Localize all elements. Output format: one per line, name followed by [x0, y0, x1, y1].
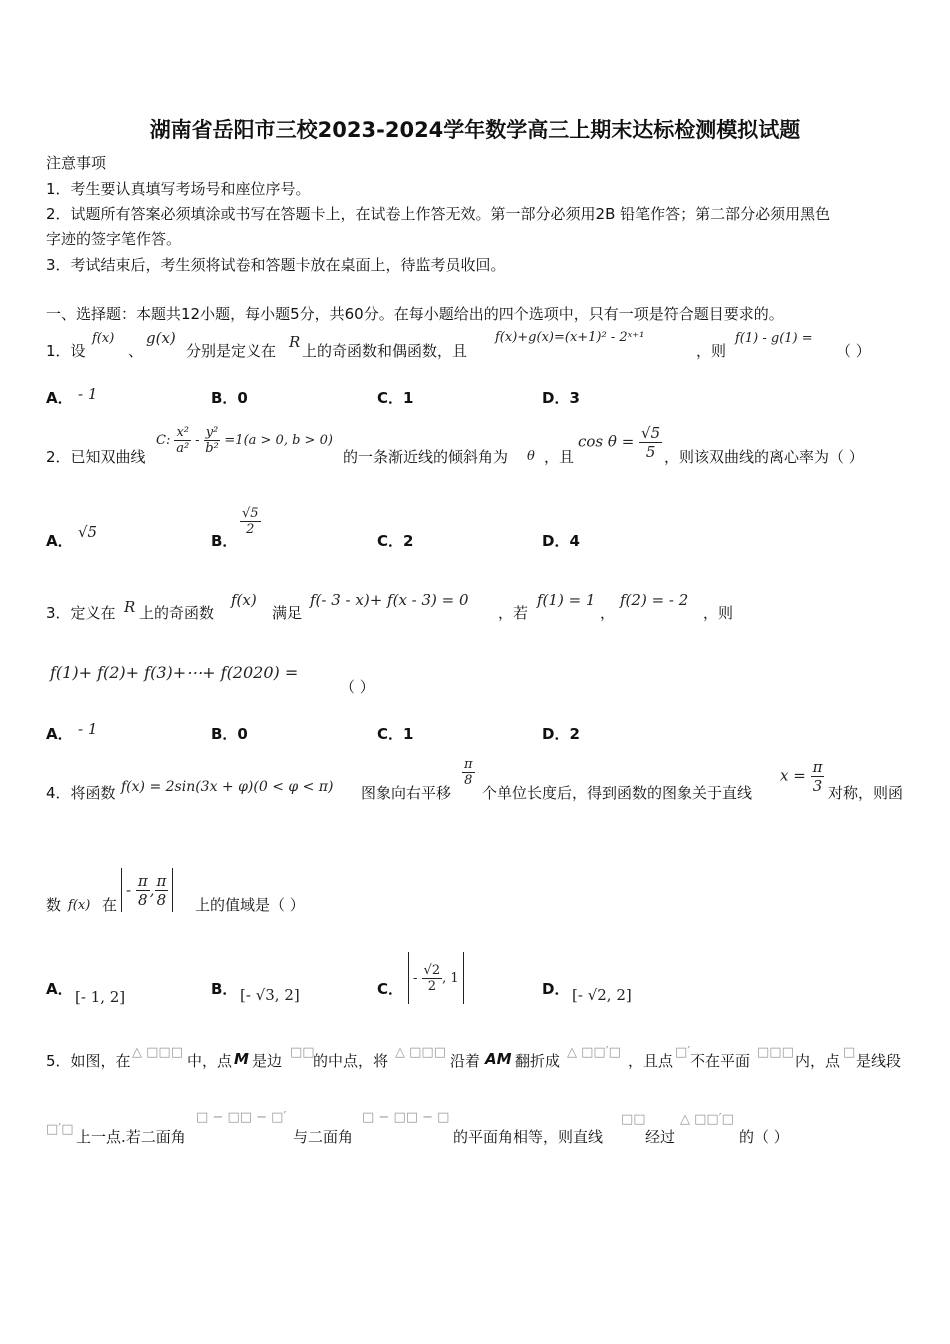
q3-stem-6: ，则: [703, 604, 734, 622]
q3-stem-5: ，: [600, 604, 616, 622]
q2-stem-start: 2．已知双曲线: [46, 448, 146, 466]
q1-stem-2: 分别是定义在: [186, 342, 277, 360]
q5-placeholder-9: □ − □□ − □′: [196, 1110, 287, 1125]
q3-f2: f(2) = - 2: [620, 591, 689, 609]
q5-placeholder-1: △ □□□: [132, 1045, 183, 1060]
q2-option-d: D．4: [542, 532, 580, 550]
section-heading: 一、选择题：本题共12小题，每小题5分，共60分。在每小题给出的四个选项中，只有一项是符合题目要求的。: [46, 305, 784, 323]
q1-option-a-value: - 1: [78, 385, 98, 403]
notice-item-1: 1．考生要认真填写考场号和座位序号。: [46, 180, 311, 198]
q3-R: R: [124, 598, 136, 616]
notice-heading: 注意事项: [46, 154, 107, 172]
q5-placeholder-7: □: [843, 1045, 856, 1060]
q2-stem-4: ，则该双曲线的离心率为（ ）: [664, 448, 864, 466]
q5-stem-6: 翻折成: [515, 1052, 561, 1070]
notice-item-2b: 字迹的签字笔作答。: [46, 230, 182, 248]
q1-stem-4: ，则: [696, 342, 727, 360]
q3-fx: f(x): [231, 591, 257, 609]
q4-option-b-value: [- √3, 2]: [240, 986, 300, 1004]
q5-stem-9: 内，点: [795, 1052, 841, 1070]
q4-option-c-label: C．: [377, 980, 404, 998]
q5-placeholder-10: □ − □□ − □: [362, 1110, 450, 1125]
q4-option-a-label: A．: [46, 980, 73, 998]
q5-stem-3: 是边: [252, 1052, 283, 1070]
q3-stem-start: 3．定义在: [46, 604, 116, 622]
q5-stem-7: ，且点: [628, 1052, 674, 1070]
q5-stem-15: 的（ ）: [739, 1128, 789, 1146]
q3-sum: f(1)+ f(2)+ f(3)+⋯+ f(2020) =: [50, 663, 299, 682]
q5-placeholder-3: △ □□□: [395, 1045, 446, 1060]
q5-point-M: M: [234, 1050, 249, 1068]
page-title: 湖南省岳阳市三校2023-2024学年数学高三上期末达标检测模拟试题: [149, 118, 801, 142]
q3-condition: f(- 3 - x)+ f(x - 3) = 0: [310, 591, 469, 609]
q2-option-a-label: A．: [46, 532, 73, 550]
q4-stem-6: 在: [102, 896, 118, 914]
q2-stem-2: 的一条渐近线的倾斜角为: [343, 448, 509, 466]
q4-shift: $\frac{\pi}{8}$: [464, 757, 473, 788]
q3-paren: （ ）: [340, 678, 375, 696]
q4-stem-7: 上的值域是（ ）: [195, 896, 305, 914]
q1-R: R: [289, 333, 301, 351]
q5-stem-5: 沿着: [450, 1052, 481, 1070]
q2-cos-fraction: $\frac{√5}{5}$: [641, 424, 661, 461]
notice-item-2a: 2．试题所有答案必须填涂或书写在答题卡上，在试卷上作答无效。第一部分必须用2B 铅笔作答；第二部分必须用黑色: [46, 205, 831, 223]
q5-placeholder-5: □′: [675, 1045, 691, 1060]
q4-option-d-value: [- √2, 2]: [572, 986, 632, 1004]
q3-stem-4: ，若: [498, 604, 529, 622]
q1-option-b: B．0: [211, 389, 248, 407]
q5-placeholder-12: △ □□′□: [680, 1112, 734, 1127]
q5-stem-11: 上一点.若二面角: [76, 1128, 186, 1146]
q3-stem-2: 上的奇函数: [139, 604, 215, 622]
q1-option-c: C．1: [377, 389, 414, 407]
q4-option-a-value: [- 1, 2]: [75, 988, 126, 1006]
q2-fraction-y: $\frac{\text{y²}}{\text{b²}}$: [205, 425, 219, 456]
q2-option-c: C．2: [377, 532, 414, 550]
q4-stem-start: 4．将函数: [46, 784, 116, 802]
q3-option-a-label: A．: [46, 725, 73, 743]
q4-axis: x = $\frac{\pi}{3}$: [780, 758, 823, 795]
q4-fx: f(x): [68, 898, 91, 913]
q1-stem-3: 上的奇函数和偶函数，且: [302, 342, 468, 360]
q1-option-d: D．3: [542, 389, 580, 407]
q4-option-c-value: - $\frac{√2}{2}$ , 1: [408, 952, 464, 1004]
q1-paren: （ ）: [836, 342, 871, 360]
q5-placeholder-11: □□: [621, 1112, 646, 1127]
q5-stem-8: 不在平面: [690, 1052, 751, 1070]
q5-placeholder-4: △ □□′□: [567, 1045, 621, 1060]
q4-stem-5: 数: [46, 896, 62, 914]
q4-stem-4: 对称，则函: [828, 784, 904, 802]
q2-fraction-x: $\frac{\text{x²}}{\text{a²}}$: [176, 425, 190, 456]
q5-stem-1: 5．如图，在: [46, 1052, 131, 1070]
q1-fx: f(x): [92, 331, 115, 346]
q2-hyperbola-C: C:: [156, 433, 171, 448]
q1-expression: f(1) - g(1) =: [735, 331, 813, 346]
q4-function: f(x) = 2sin(3x + φ)(0 < φ < π): [121, 779, 334, 795]
q1-stem-start: 1．设: [46, 342, 86, 360]
q5-placeholder-6: □□□: [757, 1045, 794, 1060]
q1-option-a-label: A．: [46, 389, 73, 407]
q5-stem-2: 中，点: [187, 1052, 233, 1070]
q5-stem-12: 与二面角: [293, 1128, 354, 1146]
q3-stem-3: 满足: [272, 604, 303, 622]
q2-option-a-value: √5: [78, 523, 98, 541]
q1-gx: g(x): [146, 329, 176, 347]
q4-stem-2: 图象向右平移: [361, 784, 452, 802]
q3-option-c: C．1: [377, 725, 414, 743]
q5-stem-14: 经过: [645, 1128, 676, 1146]
q4-option-b-label: B．: [211, 980, 238, 998]
q3-f1: f(1) = 1: [537, 591, 596, 609]
q2-option-b-value: $\frac{√5}{2}$: [242, 506, 259, 537]
q3-option-a-value: - 1: [78, 720, 98, 738]
q4-interval: - $\frac{\pi}{8}$ , $\frac{\pi}{8}$: [121, 868, 173, 912]
q4-option-d-label: D．: [542, 980, 570, 998]
q2-stem-3: ，且: [544, 448, 575, 466]
q1-equation: f(x)+g(x)=(x+1)² - 2ˣ⁺¹: [495, 330, 645, 345]
q2-option-b-label: B．: [211, 532, 238, 550]
q3-option-b: B．0: [211, 725, 248, 743]
q1-separator: 、: [128, 342, 144, 360]
q5-line-AM: AM: [485, 1050, 512, 1068]
notice-item-3: 3．考试结束后，考生须将试卷和答题卡放在桌面上，待监考员收回。: [46, 256, 506, 274]
q5-placeholder-8: □′□: [46, 1122, 74, 1137]
q2-theta: θ: [527, 449, 535, 464]
q3-option-d: D．2: [542, 725, 580, 743]
q4-stem-3: 个单位长度后，得到函数的图象关于直线: [482, 784, 753, 802]
q5-placeholder-2: □□: [290, 1045, 315, 1060]
q5-stem-13: 的平面角相等，则直线: [453, 1128, 604, 1146]
q5-stem-10: 是线段: [856, 1052, 902, 1070]
q2-cos: cos θ = $\frac{√5}{5}$: [578, 424, 661, 461]
q5-stem-4: 的中点，将: [313, 1052, 389, 1070]
q2-hyperbola: C: $\frac{\text{x²}}{\text{a²}}$ - $\frac{\text{y²}}{\text{b²}}$ =1(a > 0, b > 0): [156, 425, 333, 456]
